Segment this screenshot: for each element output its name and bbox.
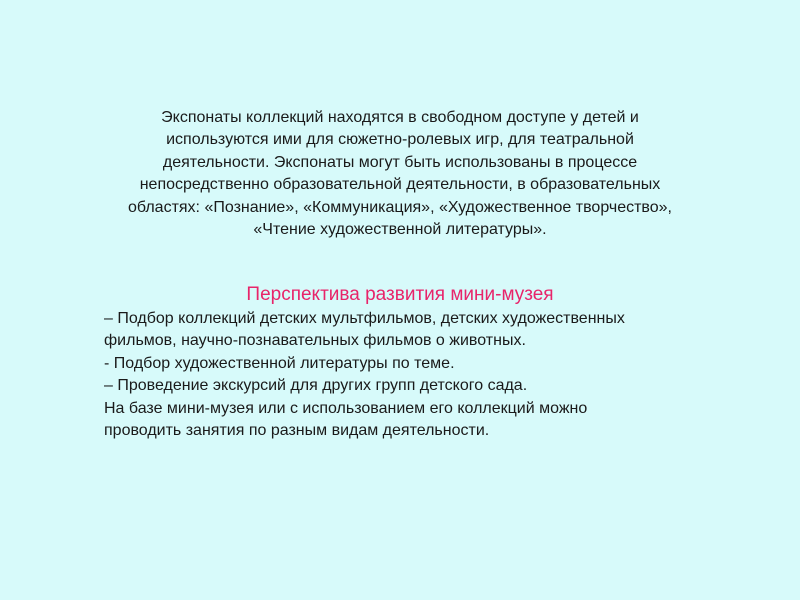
intro-line: областях: «Познание», «Коммуникация», «Художественное творчество», [127, 198, 672, 216]
perspective-line: проводить занятия по разным видам деятельности. [104, 422, 490, 440]
perspective-line: – Подбор коллекций детских мультфильмов, детских художественных [104, 310, 625, 327]
intro-line: непосредственно образовательной деятельности, в образовательных [139, 176, 661, 194]
perspective-line: фильмов, научно-познавательных фильмов о животных. [104, 332, 526, 350]
perspective-heading: Перспектива развития мини-музея [246, 284, 554, 305]
intro-line: деятельности. Экспонаты могут быть использованы в процессе [162, 153, 638, 171]
perspective-line: - Подбор художественной литературы по теме. [104, 354, 455, 372]
perspective-line: – Проведение экскурсий для других групп детского сада. [104, 377, 528, 395]
intro-line: используются ими для сюжетно-ролевых игр, для театральной [166, 131, 634, 149]
intro-line: «Чтение художественной литературы». [253, 221, 547, 239]
intro-line: Экспонаты коллекций находятся в свободном доступе у детей и [161, 109, 639, 126]
intro-paragraph [100, 107, 700, 241]
perspective-list [104, 308, 724, 442]
perspective-line: На базе мини-музея или с использованием его коллекций можно [104, 399, 588, 417]
